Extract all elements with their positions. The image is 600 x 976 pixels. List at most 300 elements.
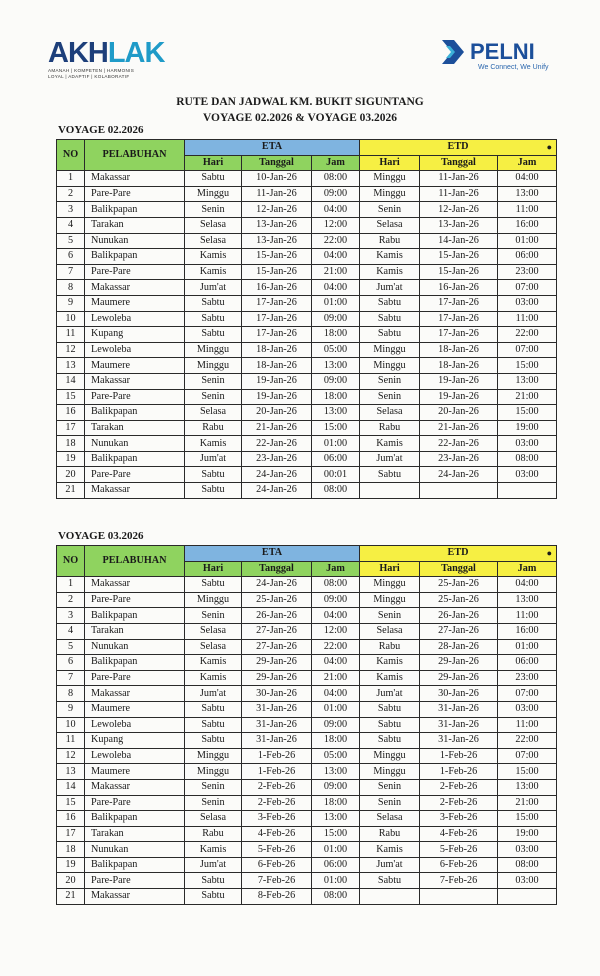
cell-etd-day: Sabtu [360,295,420,311]
cell-eta-day: Rabu [185,420,242,436]
table-row [57,670,557,686]
table-row [57,686,557,702]
cell-no: 17 [57,420,85,436]
cell-etd-time: 19:00 [498,420,557,436]
cell-eta-date: 17-Jan-26 [242,327,312,343]
cell-eta-time: 15:00 [312,826,360,842]
table-row [57,295,557,311]
cell-eta-time: 04:00 [312,202,360,218]
cell-etd-date: 19-Jan-26 [420,373,498,389]
cell-eta-date: 15-Jan-26 [242,264,312,280]
header-etd-day: Hari [360,155,420,171]
table-row [57,873,557,889]
cell-eta-time: 09:00 [312,717,360,733]
cell-port: Pare-Pare [85,264,185,280]
cell-etd-time: 03:00 [498,295,557,311]
cell-eta-day: Selasa [185,405,242,421]
cell-eta-time: 12:00 [312,217,360,233]
akhlak-logo-part-1: AKH [48,37,108,69]
cell-no: 2 [57,592,85,608]
cell-etd-time: 01:00 [498,639,557,655]
cell-port: Lewoleba [85,311,185,327]
cell-eta-date: 20-Jan-26 [242,405,312,421]
cell-etd-day: Kamis [360,655,420,671]
cell-eta-time: 09:00 [312,186,360,202]
header-etd-date: Tanggal [420,561,498,577]
table-row [57,826,557,842]
akhlak-logo-text [48,37,165,69]
header-no: NO [57,546,85,577]
cell-eta-day: Jum'at [185,686,242,702]
cell-etd-date: 6-Feb-26 [420,857,498,873]
cell-etd-date: 7-Feb-26 [420,873,498,889]
cell-etd-time: 04:00 [498,577,557,593]
cell-eta-time: 18:00 [312,733,360,749]
cell-etd-time: 22:00 [498,733,557,749]
cell-eta-date: 3-Feb-26 [242,811,312,827]
cell-etd-date: 16-Jan-26 [420,280,498,296]
table-row [57,857,557,873]
pelni-logo-text: PELNI [470,39,535,64]
cell-eta-date: 24-Jan-26 [242,577,312,593]
cell-eta-day: Minggu [185,342,242,358]
header-etd-label: ETD [447,141,469,153]
cell-eta-time: 09:00 [312,779,360,795]
cell-etd-time: 07:00 [498,686,557,702]
table-row [57,451,557,467]
cell-eta-date: 29-Jan-26 [242,670,312,686]
cell-etd-date: 26-Jan-26 [420,608,498,624]
cell-no: 7 [57,670,85,686]
header-etd-label: ETD [447,547,469,559]
cell-eta-date: 15-Jan-26 [242,249,312,265]
cell-no: 12 [57,342,85,358]
cell-port: Pare-Pare [85,670,185,686]
cell-no: 2 [57,186,85,202]
cell-etd-day: Rabu [360,639,420,655]
cell-no: 12 [57,748,85,764]
pelni-emblem-icon [440,38,466,66]
cell-etd-day: Selasa [360,623,420,639]
cell-eta-date: 2-Feb-26 [242,779,312,795]
cell-no: 5 [57,233,85,249]
cell-etd-date: 14-Jan-26 [420,233,498,249]
cell-no: 15 [57,795,85,811]
cell-eta-day: Kamis [185,842,242,858]
cell-etd-day: Sabtu [360,327,420,343]
cell-etd-time: 03:00 [498,467,557,483]
cell-eta-time: 13:00 [312,358,360,374]
cell-eta-date: 16-Jan-26 [242,280,312,296]
cell-etd-time: 15:00 [498,358,557,374]
cell-etd-day: Kamis [360,842,420,858]
cell-no: 16 [57,811,85,827]
cell-port: Maumere [85,358,185,374]
cell-etd-day: Selasa [360,811,420,827]
cell-etd-date: 11-Jan-26 [420,171,498,187]
cell-etd-time: 07:00 [498,280,557,296]
cell-etd-time: 11:00 [498,608,557,624]
table-row [57,779,557,795]
cell-etd-date: 5-Feb-26 [420,842,498,858]
cell-etd-time: 07:00 [498,342,557,358]
cell-eta-time: 06:00 [312,857,360,873]
cell-eta-date: 30-Jan-26 [242,686,312,702]
cell-port: Makassar [85,889,185,905]
pelni-logo [440,38,560,71]
cell-etd-time: 15:00 [498,811,557,827]
cell-port: Kupang [85,733,185,749]
cell-eta-time: 01:00 [312,873,360,889]
cell-no: 13 [57,358,85,374]
cell-etd-day: Rabu [360,233,420,249]
cell-no: 19 [57,451,85,467]
cell-eta-day: Senin [185,795,242,811]
table-row [57,795,557,811]
cell-etd-time: 13:00 [498,186,557,202]
cell-no: 6 [57,249,85,265]
cell-etd-time: 06:00 [498,249,557,265]
cell-etd-time: 06:00 [498,655,557,671]
cell-etd-day: Sabtu [360,873,420,889]
table-row [57,358,557,374]
cell-etd-day: Senin [360,608,420,624]
cell-no: 20 [57,873,85,889]
cell-port: Tarakan [85,826,185,842]
cell-eta-time: 13:00 [312,811,360,827]
cell-eta-day: Rabu [185,826,242,842]
akhlak-logo-part-2: LAK [107,37,165,69]
cell-etd-time: 08:00 [498,857,557,873]
cell-eta-day: Senin [185,373,242,389]
header-etd-day: Hari [360,561,420,577]
cell-no: 13 [57,764,85,780]
table-row [57,249,557,265]
cell-etd-time: 03:00 [498,873,557,889]
cell-port: Nunukan [85,639,185,655]
cell-eta-date: 11-Jan-26 [242,186,312,202]
table-row [57,202,557,218]
cell-eta-time: 01:00 [312,436,360,452]
cell-etd-date: 31-Jan-26 [420,733,498,749]
cell-eta-time: 01:00 [312,701,360,717]
cell-etd-date: 18-Jan-26 [420,358,498,374]
cell-etd-time: 03:00 [498,842,557,858]
cell-etd-date: 17-Jan-26 [420,295,498,311]
cell-etd-date: 31-Jan-26 [420,717,498,733]
cell-port: Makassar [85,577,185,593]
cell-etd-time: 03:00 [498,701,557,717]
cell-eta-day: Sabtu [185,311,242,327]
cell-etd-day: Minggu [360,592,420,608]
cell-etd-day: Sabtu [360,311,420,327]
cell-port: Makassar [85,280,185,296]
cell-no: 3 [57,608,85,624]
header-etd-time: Jam [498,155,557,171]
cell-eta-date: 31-Jan-26 [242,717,312,733]
cell-etd-time [498,889,557,905]
cell-etd-time: 22:00 [498,327,557,343]
cell-port: Balikpapan [85,811,185,827]
cell-eta-time: 13:00 [312,764,360,780]
cell-eta-date: 5-Feb-26 [242,842,312,858]
cell-etd-day: Kamis [360,670,420,686]
cell-eta-day: Sabtu [185,467,242,483]
cell-eta-time: 22:00 [312,639,360,655]
akhlak-logo [48,37,165,80]
cell-eta-time: 05:00 [312,748,360,764]
cell-eta-time: 01:00 [312,842,360,858]
cell-etd-time: 08:00 [498,451,557,467]
cell-no: 1 [57,577,85,593]
cell-no: 8 [57,686,85,702]
cell-etd-day: Sabtu [360,467,420,483]
cell-port: Pare-Pare [85,795,185,811]
cell-eta-day: Kamis [185,264,242,280]
cell-eta-date: 4-Feb-26 [242,826,312,842]
table-row [57,733,557,749]
cell-etd-date: 24-Jan-26 [420,467,498,483]
cell-eta-time: 08:00 [312,483,360,499]
cell-etd-time: 07:00 [498,748,557,764]
cell-eta-day: Sabtu [185,295,242,311]
cell-port: Kupang [85,327,185,343]
header-eta-day: Hari [185,561,242,577]
cell-port: Balikpapan [85,857,185,873]
cell-etd-day: Senin [360,779,420,795]
header-eta: ETA [185,140,360,156]
cell-eta-date: 17-Jan-26 [242,311,312,327]
cell-eta-date: 12-Jan-26 [242,202,312,218]
cell-etd-time: 11:00 [498,311,557,327]
cell-etd-date: 25-Jan-26 [420,592,498,608]
cell-etd-time: 11:00 [498,202,557,218]
cell-eta-time: 09:00 [312,373,360,389]
cell-etd-date: 29-Jan-26 [420,670,498,686]
table-row [57,327,557,343]
cell-etd-day [360,889,420,905]
cell-no: 16 [57,405,85,421]
cell-etd-date: 30-Jan-26 [420,686,498,702]
cell-etd-date: 18-Jan-26 [420,342,498,358]
header-eta-day: Hari [185,155,242,171]
cell-no: 14 [57,373,85,389]
cell-etd-time: 13:00 [498,779,557,795]
cell-eta-time: 04:00 [312,280,360,296]
table-row [57,889,557,905]
table-row [57,623,557,639]
cell-etd-date: 12-Jan-26 [420,202,498,218]
cell-etd-day: Jum'at [360,451,420,467]
cell-eta-day: Sabtu [185,171,242,187]
table-row [57,577,557,593]
table-row [57,311,557,327]
cell-port: Tarakan [85,217,185,233]
bullet-icon: ● [546,548,553,558]
header-etd-date: Tanggal [420,155,498,171]
cell-etd-time: 19:00 [498,826,557,842]
table-row [57,217,557,233]
cell-no: 17 [57,826,85,842]
cell-eta-time: 15:00 [312,420,360,436]
cell-eta-day: Sabtu [185,889,242,905]
cell-eta-day: Minggu [185,358,242,374]
header-eta: ETA [185,546,360,562]
cell-etd-date: 20-Jan-26 [420,405,498,421]
cell-eta-date: 27-Jan-26 [242,639,312,655]
cell-eta-date: 1-Feb-26 [242,748,312,764]
document-title [0,94,600,126]
cell-etd-date: 21-Jan-26 [420,420,498,436]
cell-eta-time: 22:00 [312,233,360,249]
cell-etd-time [498,483,557,499]
cell-etd-date: 25-Jan-26 [420,577,498,593]
cell-eta-time: 21:00 [312,670,360,686]
table-row [57,389,557,405]
table-row [57,405,557,421]
cell-port: Nunukan [85,436,185,452]
bullet-icon: ● [546,142,553,152]
cell-etd-time: 13:00 [498,373,557,389]
cell-eta-date: 22-Jan-26 [242,436,312,452]
cell-eta-date: 31-Jan-26 [242,733,312,749]
cell-etd-date: 15-Jan-26 [420,249,498,265]
cell-etd-date: 27-Jan-26 [420,623,498,639]
cell-eta-time: 12:00 [312,623,360,639]
cell-eta-date: 24-Jan-26 [242,483,312,499]
cell-port: Makassar [85,779,185,795]
cell-port: Balikpapan [85,249,185,265]
cell-eta-date: 27-Jan-26 [242,623,312,639]
cell-eta-date: 8-Feb-26 [242,889,312,905]
cell-no: 8 [57,280,85,296]
table-row [57,342,557,358]
cell-no: 15 [57,389,85,405]
cell-eta-time: 18:00 [312,389,360,405]
cell-eta-time: 01:00 [312,295,360,311]
cell-eta-date: 10-Jan-26 [242,171,312,187]
cell-eta-day: Sabtu [185,717,242,733]
cell-port: Lewoleba [85,342,185,358]
cell-eta-time: 18:00 [312,327,360,343]
table-row [57,608,557,624]
cell-etd-date: 17-Jan-26 [420,327,498,343]
cell-etd-time: 23:00 [498,670,557,686]
cell-eta-day: Sabtu [185,483,242,499]
table-row [57,483,557,499]
cell-eta-day: Jum'at [185,280,242,296]
cell-eta-day: Jum'at [185,451,242,467]
cell-eta-date: 29-Jan-26 [242,655,312,671]
cell-etd-day: Kamis [360,436,420,452]
table-row [57,233,557,249]
header-no: NO [57,140,85,171]
cell-etd-date: 29-Jan-26 [420,655,498,671]
cell-eta-day: Selasa [185,233,242,249]
cell-eta-date: 13-Jan-26 [242,217,312,233]
cell-no: 3 [57,202,85,218]
cell-eta-date: 18-Jan-26 [242,358,312,374]
cell-port: Makassar [85,686,185,702]
header-port: PELABUHAN [85,546,185,577]
cell-no: 11 [57,733,85,749]
table-row [57,764,557,780]
header-eta-time: Jam [312,155,360,171]
cell-etd-day: Sabtu [360,717,420,733]
cell-no: 9 [57,701,85,717]
cell-eta-time: 04:00 [312,608,360,624]
cell-etd-day: Senin [360,373,420,389]
cell-etd-date: 28-Jan-26 [420,639,498,655]
table-row [57,811,557,827]
cell-eta-day: Senin [185,779,242,795]
cell-port: Pare-Pare [85,389,185,405]
cell-eta-day: Senin [185,608,242,624]
cell-eta-day: Sabtu [185,873,242,889]
cell-eta-date: 17-Jan-26 [242,295,312,311]
cell-no: 10 [57,311,85,327]
cell-eta-day: Kamis [185,436,242,452]
table-row [57,436,557,452]
cell-eta-date: 23-Jan-26 [242,451,312,467]
cell-eta-date: 19-Jan-26 [242,389,312,405]
cell-no: 1 [57,171,85,187]
title-line-2: VOYAGE 02.2026 & VOYAGE 03.2026 [202,112,397,124]
cell-etd-date: 4-Feb-26 [420,826,498,842]
cell-eta-time: 08:00 [312,171,360,187]
header-eta-time: Jam [312,561,360,577]
cell-eta-day: Minggu [185,748,242,764]
cell-etd-day: Jum'at [360,857,420,873]
cell-etd-date [420,889,498,905]
cell-etd-time: 16:00 [498,217,557,233]
cell-etd-date: 1-Feb-26 [420,764,498,780]
cell-eta-time: 04:00 [312,249,360,265]
cell-etd-date: 23-Jan-26 [420,451,498,467]
table-row [57,842,557,858]
cell-no: 18 [57,842,85,858]
cell-eta-day: Senin [185,202,242,218]
voyage-label-1: VOYAGE 02.2026 [58,124,144,136]
cell-no: 14 [57,779,85,795]
cell-etd-day: Kamis [360,264,420,280]
cell-eta-day: Selasa [185,623,242,639]
cell-eta-time: 00:01 [312,467,360,483]
pelni-tagline: We Connect, We Unify [478,64,549,71]
table-row [57,264,557,280]
cell-eta-time: 08:00 [312,889,360,905]
cell-etd-day: Minggu [360,342,420,358]
cell-port: Pare-Pare [85,592,185,608]
cell-eta-time: 09:00 [312,592,360,608]
akhlak-values-line2: LOYAL | ADAPTIF | KOLABORATIF [48,74,130,79]
schedule-table-voyage-2 [56,545,557,905]
cell-no: 10 [57,717,85,733]
cell-eta-day: Jum'at [185,857,242,873]
cell-port: Balikpapan [85,655,185,671]
schedule-table-voyage-1 [56,139,557,499]
cell-etd-day: Sabtu [360,701,420,717]
cell-eta-time: 04:00 [312,686,360,702]
cell-port: Tarakan [85,623,185,639]
table-row [57,655,557,671]
cell-etd-day: Senin [360,795,420,811]
cell-eta-date: 25-Jan-26 [242,592,312,608]
cell-no: 7 [57,264,85,280]
table-row [57,373,557,389]
cell-etd-day: Minggu [360,748,420,764]
header-etd [360,140,557,156]
